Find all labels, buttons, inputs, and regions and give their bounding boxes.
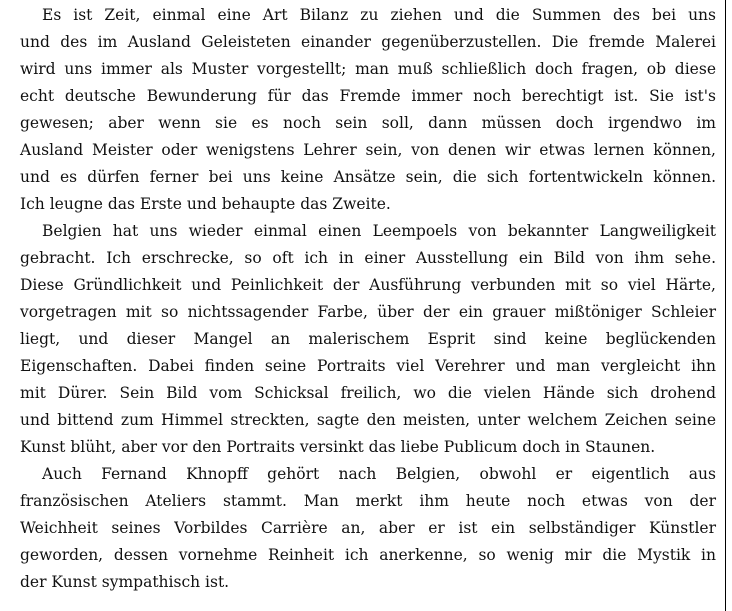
text-line: wird uns immer als Muster vorgestellt; man muß schließlich doch fragen, ob diese [20, 60, 716, 78]
text-line: Ich leugne das Erste und behaupte das Zweite. [20, 195, 391, 213]
text-line: und es dürfen ferner bei uns keine Ansätze sein, die sich fortentwickeln können. [20, 168, 716, 186]
text-line: vorgetragen mit so nichtssagender Farbe, über der ein grauer mißtöniger Schleier [20, 303, 716, 321]
text-line: Kunst blüht, aber vor den Portraits versinkt das liebe Publicum doch in Staunen. [20, 438, 656, 456]
text-line: gewesen; aber wenn sie es noch sein soll, dann müssen doch irgendwo im [20, 114, 716, 132]
text-line: Eigenschaften. Dabei finden seine Portraits viel Verehrer und man vergleicht ihn [20, 357, 716, 375]
text-line: liegt, und dieser Mangel an malerischem Esprit sind keine beglückenden [20, 330, 716, 348]
text-line: Es ist Zeit, einmal eine Art Bilanz zu ziehen und die Summen des bei uns [42, 6, 716, 24]
text-line: gebracht. Ich erschrecke, so oft ich in einer Ausstellung ein Bild von ihm sehe. [20, 249, 716, 267]
text-line: Ausland Meister oder wenigstens Lehrer sein, von denen wir etwas lernen können, [20, 141, 716, 159]
text-line: französischen Ateliers stammt. Man merkt ihm heute noch etwas von der [20, 492, 716, 510]
document-text [20, 2, 716, 596]
paragraph-2 [20, 218, 716, 461]
text-line: Diese Gründlichkeit und Peinlichkeit der Ausführung verbunden mit so viel Härte, [20, 276, 716, 294]
text-line: mit Dürer. Sein Bild vom Schicksal freilich, wo die vielen Hände sich drohend [20, 384, 716, 402]
text-line: Weichheit seines Vorbildes Carrière an, aber er ist ein selbständiger Künstler [20, 519, 716, 537]
text-line: Belgien hat uns wieder einmal einen Leempoels von bekannter Langweiligkeit [42, 222, 716, 240]
text-line: geworden, dessen vornehme Reinheit ich anerkenne, so wenig mir die Mystik in [20, 546, 716, 564]
text-line: und bittend zum Himmel streckten, sagte den meisten, unter welchem Zeichen seine [20, 411, 716, 429]
text-line: Auch Fernand Khnopff gehört nach Belgien, obwohl er eigentlich aus [42, 465, 716, 483]
text-line: der Kunst sympathisch ist. [20, 573, 230, 591]
paragraph-1 [20, 2, 716, 218]
paragraph-3 [20, 461, 716, 596]
text-line: und des im Ausland Geleisteten einander gegenüberzustellen. Die fremde Malerei [20, 33, 716, 51]
text-line: echt deutsche Bewunderung für das Fremde immer noch berechtigt ist. Sie ist's [20, 87, 716, 105]
